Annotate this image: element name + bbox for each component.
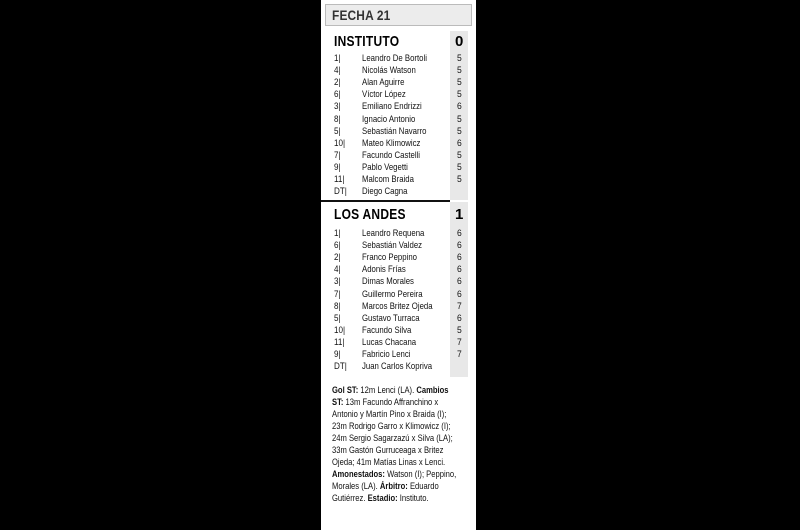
player-row <box>321 65 476 77</box>
player-name: Alan Aguirre <box>362 77 405 89</box>
summary-line <box>332 492 447 504</box>
player-grade: 5 <box>457 161 462 173</box>
player-row <box>321 114 476 126</box>
player-name: Leandro De Bortoli <box>362 53 427 64</box>
summary-text: Eduardo <box>407 481 439 491</box>
player-num: 1| <box>334 228 341 239</box>
summary-label: ST: <box>332 397 344 407</box>
player-name: Lucas Chacana <box>362 336 417 348</box>
player-row <box>321 361 476 373</box>
player-name: Gustavo Turraca <box>362 312 420 324</box>
summary-line <box>332 480 447 492</box>
player-grade: 6 <box>457 288 462 300</box>
summary-line <box>332 468 457 480</box>
player-num: 5| <box>334 312 341 324</box>
player-num: 10| <box>334 137 346 149</box>
player-grade: 6 <box>457 228 462 239</box>
player-row <box>321 252 476 264</box>
team-name-away: LOS ANDES <box>334 206 406 223</box>
match-card <box>321 0 476 530</box>
player-name: Pablo Vegetti <box>362 161 408 173</box>
player-num: 7| <box>334 288 341 300</box>
summary-text: 33m Gastón Gurruceaga x Britez <box>332 445 444 455</box>
player-row <box>321 301 476 313</box>
round-title: FECHA 21 <box>332 7 391 23</box>
player-num: 4| <box>334 65 341 77</box>
player-row <box>321 325 476 337</box>
player-num: 2| <box>334 77 341 89</box>
summary-text: Gutiérrez. <box>332 493 368 503</box>
player-name: Adonis Frías <box>362 264 406 276</box>
summary-text: 12m Lenci (LA). <box>358 385 417 395</box>
player-name: Guillermo Pereira <box>362 288 423 300</box>
player-row <box>321 126 476 138</box>
player-row <box>321 264 476 276</box>
summary-line <box>332 396 447 408</box>
player-row <box>321 150 476 162</box>
player-grade: 5 <box>457 77 462 89</box>
summary-text: Instituto. <box>397 493 429 503</box>
player-num: 7| <box>334 149 341 161</box>
summary-text: Morales (LA). <box>332 481 380 491</box>
player-num: 9| <box>334 161 341 173</box>
player-grade: 6 <box>457 276 462 288</box>
summary-line <box>332 408 447 420</box>
player-row <box>321 228 476 240</box>
summary-label: Gol ST: <box>332 385 359 395</box>
player-name: Juan Carlos Kopriva <box>362 361 433 373</box>
player-grade: 5 <box>457 125 462 137</box>
player-row <box>321 313 476 325</box>
summary-text: Antonio y Martín Pino x Braida (I); <box>332 409 447 419</box>
player-name: Fabricio Lenci <box>362 349 411 360</box>
summary-label: Cambios <box>416 385 449 395</box>
player-row <box>321 101 476 113</box>
player-row <box>321 174 476 186</box>
player-row <box>321 77 476 89</box>
player-name: Malcom Braida <box>362 174 414 185</box>
player-num: 11| <box>334 174 345 185</box>
player-num: DT| <box>334 186 347 198</box>
summary-text: 13m Facundo Affranchino x <box>343 397 439 407</box>
player-row <box>321 240 476 252</box>
team-name-home: INSTITUTO <box>334 33 400 50</box>
player-row <box>321 289 476 301</box>
player-row <box>321 276 476 288</box>
summary-line <box>332 444 447 456</box>
player-grade: 6 <box>457 252 462 264</box>
summary-line <box>332 420 451 432</box>
player-grade: 5 <box>457 174 462 185</box>
player-num: 3| <box>334 101 341 113</box>
player-name: Emiliano Endrizzi <box>362 101 422 113</box>
summary-label: Árbitro: <box>379 481 408 491</box>
player-row <box>321 138 476 150</box>
team-divider <box>321 200 450 202</box>
player-row <box>321 89 476 101</box>
player-num: 2| <box>334 252 341 264</box>
player-name: Marcos Britez Ojeda <box>362 300 433 312</box>
player-name: Ignacio Antonio <box>362 113 416 125</box>
match-summary <box>332 384 472 504</box>
player-name: Facundo Silva <box>362 324 412 336</box>
summary-text: 23m Rodrigo Garro x Klimowicz (I); <box>332 421 451 431</box>
player-grade: 6 <box>457 264 462 276</box>
team-score-away: 1 <box>455 206 464 223</box>
summary-text: Ojeda; 41m Matías Linas x Lenci. <box>332 457 446 467</box>
player-num: 6| <box>334 89 341 101</box>
player-name: Leandro Requena <box>362 228 425 239</box>
player-grade: 5 <box>457 65 462 77</box>
player-num: 9| <box>334 349 341 360</box>
player-grade: 7 <box>457 349 462 360</box>
player-grade: 5 <box>457 324 462 336</box>
player-num: 10| <box>334 324 346 336</box>
player-num: 4| <box>334 264 341 276</box>
player-grade: 7 <box>457 300 462 312</box>
summary-label: Amonestados: <box>332 469 385 479</box>
player-name: Facundo Castelli <box>362 149 421 161</box>
player-num: 8| <box>334 113 341 125</box>
player-name: Nicolás Watson <box>362 65 416 77</box>
player-grade: 6 <box>457 101 462 113</box>
summary-line <box>332 384 447 396</box>
summary-line <box>332 432 453 444</box>
player-grade: 7 <box>457 336 462 348</box>
player-num: 8| <box>334 300 341 312</box>
player-grade: 6 <box>457 137 462 149</box>
player-row <box>321 337 476 349</box>
player-name: Franco Peppino <box>362 252 418 264</box>
player-grade: 5 <box>457 113 462 125</box>
player-name: Víctor López <box>362 89 406 101</box>
player-grade: 5 <box>457 53 462 64</box>
summary-label: Estadio: <box>367 493 398 503</box>
player-grade: 6 <box>457 240 462 252</box>
round-header <box>325 4 472 26</box>
player-num: 11| <box>334 336 345 348</box>
player-grade: 6 <box>457 312 462 324</box>
player-num: 3| <box>334 276 341 288</box>
summary-text: Watson (I); Peppino, <box>384 469 457 479</box>
player-num: 6| <box>334 240 341 252</box>
player-name: Diego Cagna <box>362 186 408 198</box>
player-grade: 5 <box>457 149 462 161</box>
summary-text: 24m Sergio Sagarzazú x Silva (LA); <box>332 433 453 443</box>
team-score-home: 0 <box>455 33 464 50</box>
player-num: 1| <box>334 53 341 64</box>
player-grade: 5 <box>457 89 462 101</box>
player-row <box>321 53 476 65</box>
player-row <box>321 186 476 198</box>
player-name: Mateo Klimowicz <box>362 137 421 149</box>
player-num: 5| <box>334 125 341 137</box>
player-num: DT| <box>334 361 347 373</box>
summary-line <box>332 456 447 468</box>
player-row <box>321 162 476 174</box>
player-name: Sebastián Navarro <box>362 125 427 137</box>
player-name: Dimas Morales <box>362 276 414 288</box>
player-row <box>321 349 476 361</box>
player-name: Sebastián Valdez <box>362 240 423 252</box>
